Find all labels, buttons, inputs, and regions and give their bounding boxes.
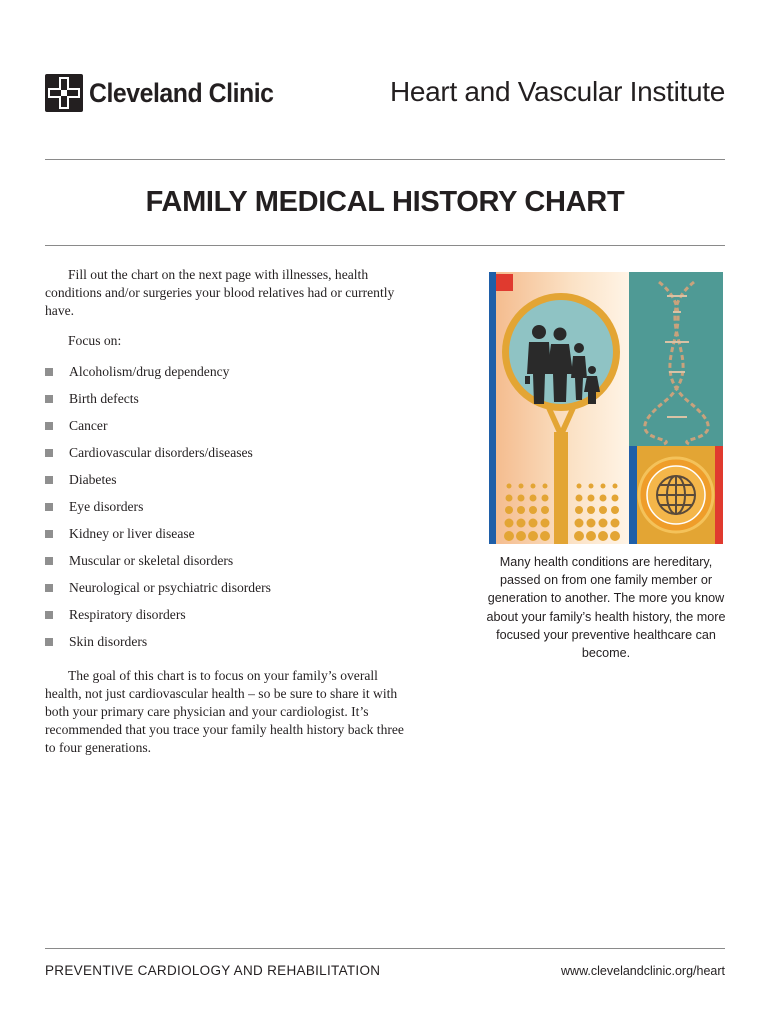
- square-bullet-icon: [45, 611, 53, 619]
- square-bullet-icon: [45, 476, 53, 484]
- footer-url: www.clevelandclinic.org/heart: [561, 964, 725, 978]
- list-item: Cancer: [45, 412, 415, 439]
- footer-department: PREVENTIVE CARDIOLOGY AND REHABILITATION: [45, 963, 381, 978]
- body-column: [45, 266, 415, 757]
- list-item: Muscular or skeletal disorders: [45, 547, 415, 574]
- intro-paragraph: Fill out the chart on the next page with illnesses, health conditions and/or surgeries your blood relatives had or currently have.: [45, 267, 395, 318]
- square-bullet-icon: [45, 395, 53, 403]
- square-bullet-icon: [45, 638, 53, 646]
- list-item: Birth defects: [45, 385, 415, 412]
- list-item: Kidney or liver disease: [45, 520, 415, 547]
- cleveland-clinic-logo-mark-icon: [45, 74, 83, 112]
- page-title: FAMILY MEDICAL HISTORY CHART: [145, 186, 625, 218]
- square-bullet-icon: [45, 449, 53, 457]
- square-bullet-icon: [45, 584, 53, 592]
- cleveland-clinic-logo: [45, 74, 290, 112]
- list-item: Diabetes: [45, 466, 415, 493]
- square-bullet-icon: [45, 503, 53, 511]
- institute-name: Heart and Vascular Institute: [389, 76, 725, 107]
- globe-icon: [657, 476, 695, 514]
- focus-label: Focus on:: [68, 333, 122, 348]
- list-item: Alcoholism/drug dependency: [45, 358, 415, 385]
- list-item: Cardiovascular disorders/diseases: [45, 439, 415, 466]
- illustration-caption: Many health conditions are hereditary, passed on from one family member or generation to another. The more you know about your family’s health history, the more focused your preventive healthcare can become.: [486, 555, 726, 661]
- square-bullet-icon: [45, 422, 53, 430]
- list-item: Skin disorders: [45, 628, 415, 655]
- focus-list: [45, 358, 415, 655]
- title-divider: [45, 245, 725, 246]
- square-bullet-icon: [45, 530, 53, 538]
- list-item: Respiratory disorders: [45, 601, 415, 628]
- square-bullet-icon: [45, 368, 53, 376]
- logo-text: Cleveland Clinic: [89, 77, 274, 108]
- header-divider: [45, 159, 725, 160]
- goal-paragraph: The goal of this chart is to focus on your family’s overall health, not just cardiovascular health – so be sure to share it with both your primary care physician and your cardiologist. It’s recommended that you trace your family health history back three to four generations.: [45, 668, 404, 755]
- family-heredity-illustration: [489, 272, 723, 544]
- square-bullet-icon: [45, 557, 53, 565]
- list-item: Neurological or psychiatric disorders: [45, 574, 415, 601]
- footer-divider: [45, 948, 725, 949]
- list-item: Eye disorders: [45, 493, 415, 520]
